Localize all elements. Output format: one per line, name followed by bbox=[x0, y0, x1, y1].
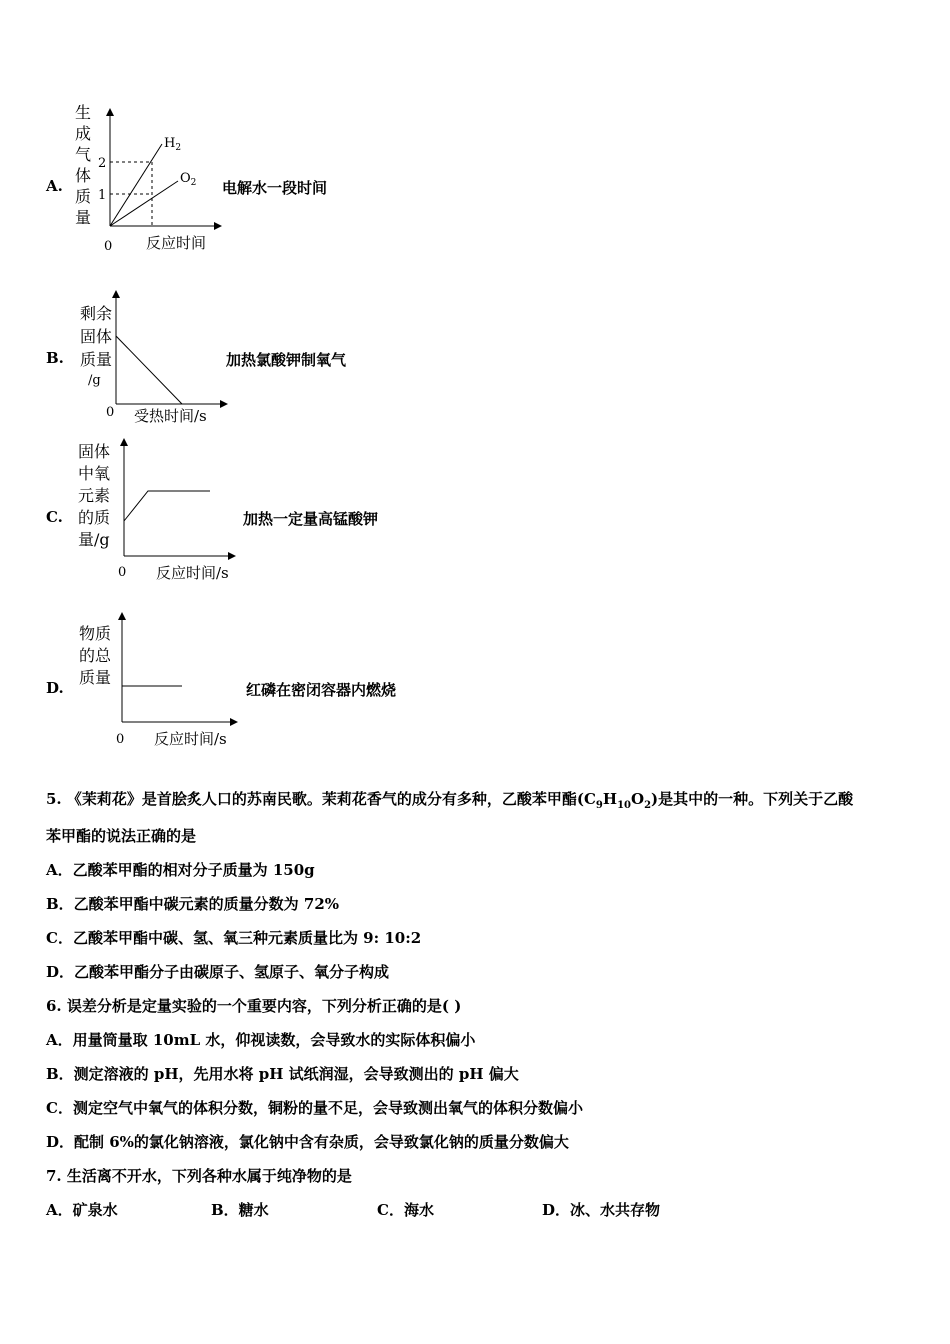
graph-c-figure bbox=[74, 436, 254, 586]
mass-line bbox=[116, 336, 182, 404]
graph-a-ylabel bbox=[75, 103, 91, 227]
graph-b-ylabel bbox=[80, 304, 112, 388]
graph-d-letter: D. bbox=[46, 679, 64, 697]
q5-stem-line1 bbox=[46, 788, 853, 811]
ylabel-line: 物质 bbox=[79, 624, 112, 643]
q5-sub: 2 bbox=[644, 800, 652, 811]
graph-a-letter: A. bbox=[46, 177, 63, 195]
graph-a-figure bbox=[70, 98, 230, 258]
q5-option-a: A．乙酸苯甲酯的相对分子质量为 150g bbox=[46, 861, 315, 879]
q5-mid-o: O bbox=[631, 790, 645, 808]
o2-line bbox=[110, 181, 178, 226]
q6-option-a: A．用量筒量取 10mL 水，仰视读数，会导致水的实际体积偏小 bbox=[46, 1031, 476, 1049]
q7-option-c: C．海水 bbox=[377, 1201, 434, 1219]
o2-text: $O_2$ bbox=[180, 171, 197, 188]
q5-sub: 10 bbox=[617, 800, 631, 811]
ylabel-char: 气 bbox=[75, 145, 92, 164]
origin: 0 bbox=[118, 565, 127, 580]
ylabel-char: 生 bbox=[75, 103, 92, 122]
ylabel-line: 中氧 bbox=[78, 464, 111, 483]
graph-c-ylabel bbox=[78, 442, 110, 549]
h2-text: $H_2$ bbox=[164, 136, 182, 153]
q5-line1-post: )是其中的一种。下列关于乙酸 bbox=[651, 790, 854, 808]
graph-a-caption: 电解水一段时间 bbox=[222, 179, 328, 197]
graph-d-figure bbox=[74, 612, 254, 752]
graph-d-caption: 红磷在密闭容器内燃烧 bbox=[246, 681, 397, 699]
graph-b-letter: B. bbox=[46, 349, 64, 367]
ylabel-char: 成 bbox=[75, 124, 92, 143]
ylabel-char: 质 bbox=[75, 187, 92, 206]
ylabel-line: /g bbox=[88, 373, 101, 388]
x-label: 反应时间/s bbox=[156, 564, 229, 582]
q6-stem: 6. 误差分析是定量实验的一个重要内容，下列分析正确的是( ) bbox=[46, 997, 462, 1015]
ylabel-char: 体 bbox=[75, 166, 92, 185]
ylabel-line: 元素 bbox=[78, 486, 111, 505]
series-h2-label bbox=[164, 136, 181, 153]
ylabel-line: 的质 bbox=[78, 508, 111, 527]
q6-option-c: C．测定空气中氧气的体积分数，铜粉的量不足，会导致测出氧气的体积分数偏小 bbox=[46, 1099, 583, 1117]
h2-line bbox=[110, 144, 162, 226]
ylabel-line: 质量 bbox=[80, 350, 113, 369]
ylabel-line: 的总 bbox=[79, 646, 112, 665]
origin: 0 bbox=[106, 405, 115, 420]
q5-stem-line2: 苯甲酯的说法正确的是 bbox=[46, 827, 197, 845]
ylabel-char: 量 bbox=[75, 208, 92, 227]
q7-option-a: A．矿泉水 bbox=[46, 1201, 118, 1219]
ylabel-line: 质量 bbox=[79, 668, 112, 687]
q7-option-d: D．冰、水共存物 bbox=[542, 1201, 661, 1219]
origin: 0 bbox=[116, 732, 125, 747]
graph-b-figure bbox=[74, 288, 234, 428]
tick-1: 1 bbox=[98, 188, 107, 203]
graph-b-caption: 加热氯酸钾制氧气 bbox=[226, 351, 347, 369]
ylabel-line: 量/g bbox=[78, 530, 110, 549]
ylabel-line: 固体 bbox=[80, 327, 113, 346]
series-o2-label bbox=[180, 171, 196, 188]
q5-line1-pre: 5. 《茉莉花》是首脍炙人口的苏南民歌。茉莉花香气的成分有多种，乙酸苯甲酯(C bbox=[46, 790, 596, 808]
graph-c-letter: C. bbox=[46, 508, 63, 526]
x-label: 受热时间/s bbox=[134, 407, 207, 425]
q5-sub: 9 bbox=[595, 800, 603, 811]
q6-option-d: D．配制 6%的氯化钠溶液，氯化钠中含有杂质，会导致氯化钠的质量分数偏大 bbox=[46, 1133, 569, 1151]
q7-stem: 7. 生活离不开水，下列各种水属于纯净物的是 bbox=[46, 1167, 352, 1185]
q6-option-b: B．测定溶液的 pH，先用水将 pH 试纸润湿，会导致测出的 pH 偏大 bbox=[46, 1065, 519, 1083]
ylabel-line: 剩余 bbox=[80, 304, 113, 323]
x-label: 反应时间 bbox=[146, 234, 207, 252]
origin: 0 bbox=[104, 239, 113, 254]
oxygen-line bbox=[124, 491, 210, 521]
q7-option-b: B．糖水 bbox=[211, 1201, 269, 1219]
graph-c-caption: 加热一定量高锰酸钾 bbox=[243, 510, 379, 528]
tick-2: 2 bbox=[98, 156, 107, 171]
q5-option-d: D．乙酸苯甲酯分子由碳原子、氢原子、氧分子构成 bbox=[46, 963, 390, 981]
q5-option-b: B．乙酸苯甲酯中碳元素的质量分数为 72% bbox=[46, 895, 340, 913]
ylabel-line: 固体 bbox=[78, 442, 111, 461]
graph-d-ylabel bbox=[79, 624, 112, 687]
x-label: 反应时间/s bbox=[154, 730, 227, 748]
q5-option-c: C．乙酸苯甲酯中碳、氢、氧三种元素质量比为 9: 10:2 bbox=[46, 929, 422, 947]
q5-mid-h: H bbox=[602, 790, 618, 808]
